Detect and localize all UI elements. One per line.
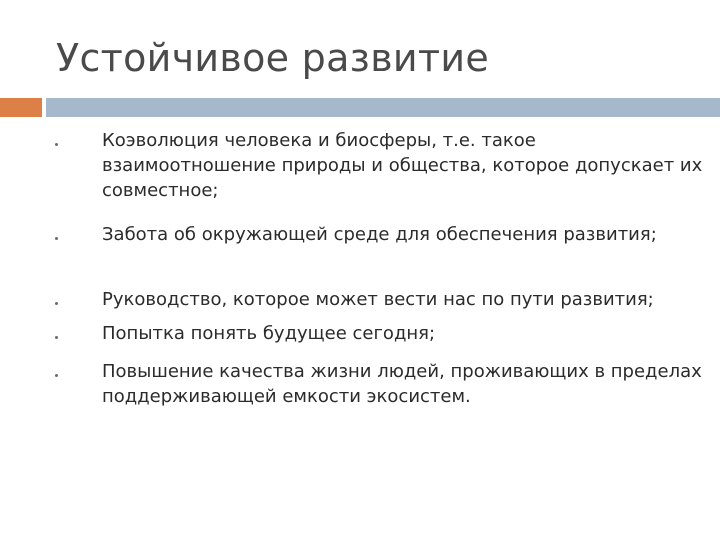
bullet-dot-icon bbox=[55, 374, 58, 377]
bullet-text: Коэволюция человека и биосферы, т.е. такое взаимоотношение природы и общества, которое допускает их совместное; bbox=[102, 130, 703, 201]
bullet-text: Попытка понять будущее сегодня; bbox=[102, 323, 436, 344]
accent-bar-blue bbox=[46, 98, 720, 117]
bullet-dot-icon bbox=[55, 336, 58, 339]
slide-title: Устойчивое развитие bbox=[56, 36, 489, 80]
bullet-dot-icon bbox=[55, 143, 58, 146]
bullet-dot-icon bbox=[55, 302, 58, 305]
bullet-text: Руководство, которое может вести нас по пути развития; bbox=[102, 289, 654, 310]
bullet-text: Забота об окружающей среде для обеспечения развития; bbox=[102, 224, 657, 245]
bullet-text: Повышение качества жизни людей, проживающих в пределах поддерживающей емкости экосистем. bbox=[102, 361, 702, 407]
bullet-dot-icon bbox=[55, 237, 58, 240]
accent-bar-orange bbox=[0, 98, 42, 117]
